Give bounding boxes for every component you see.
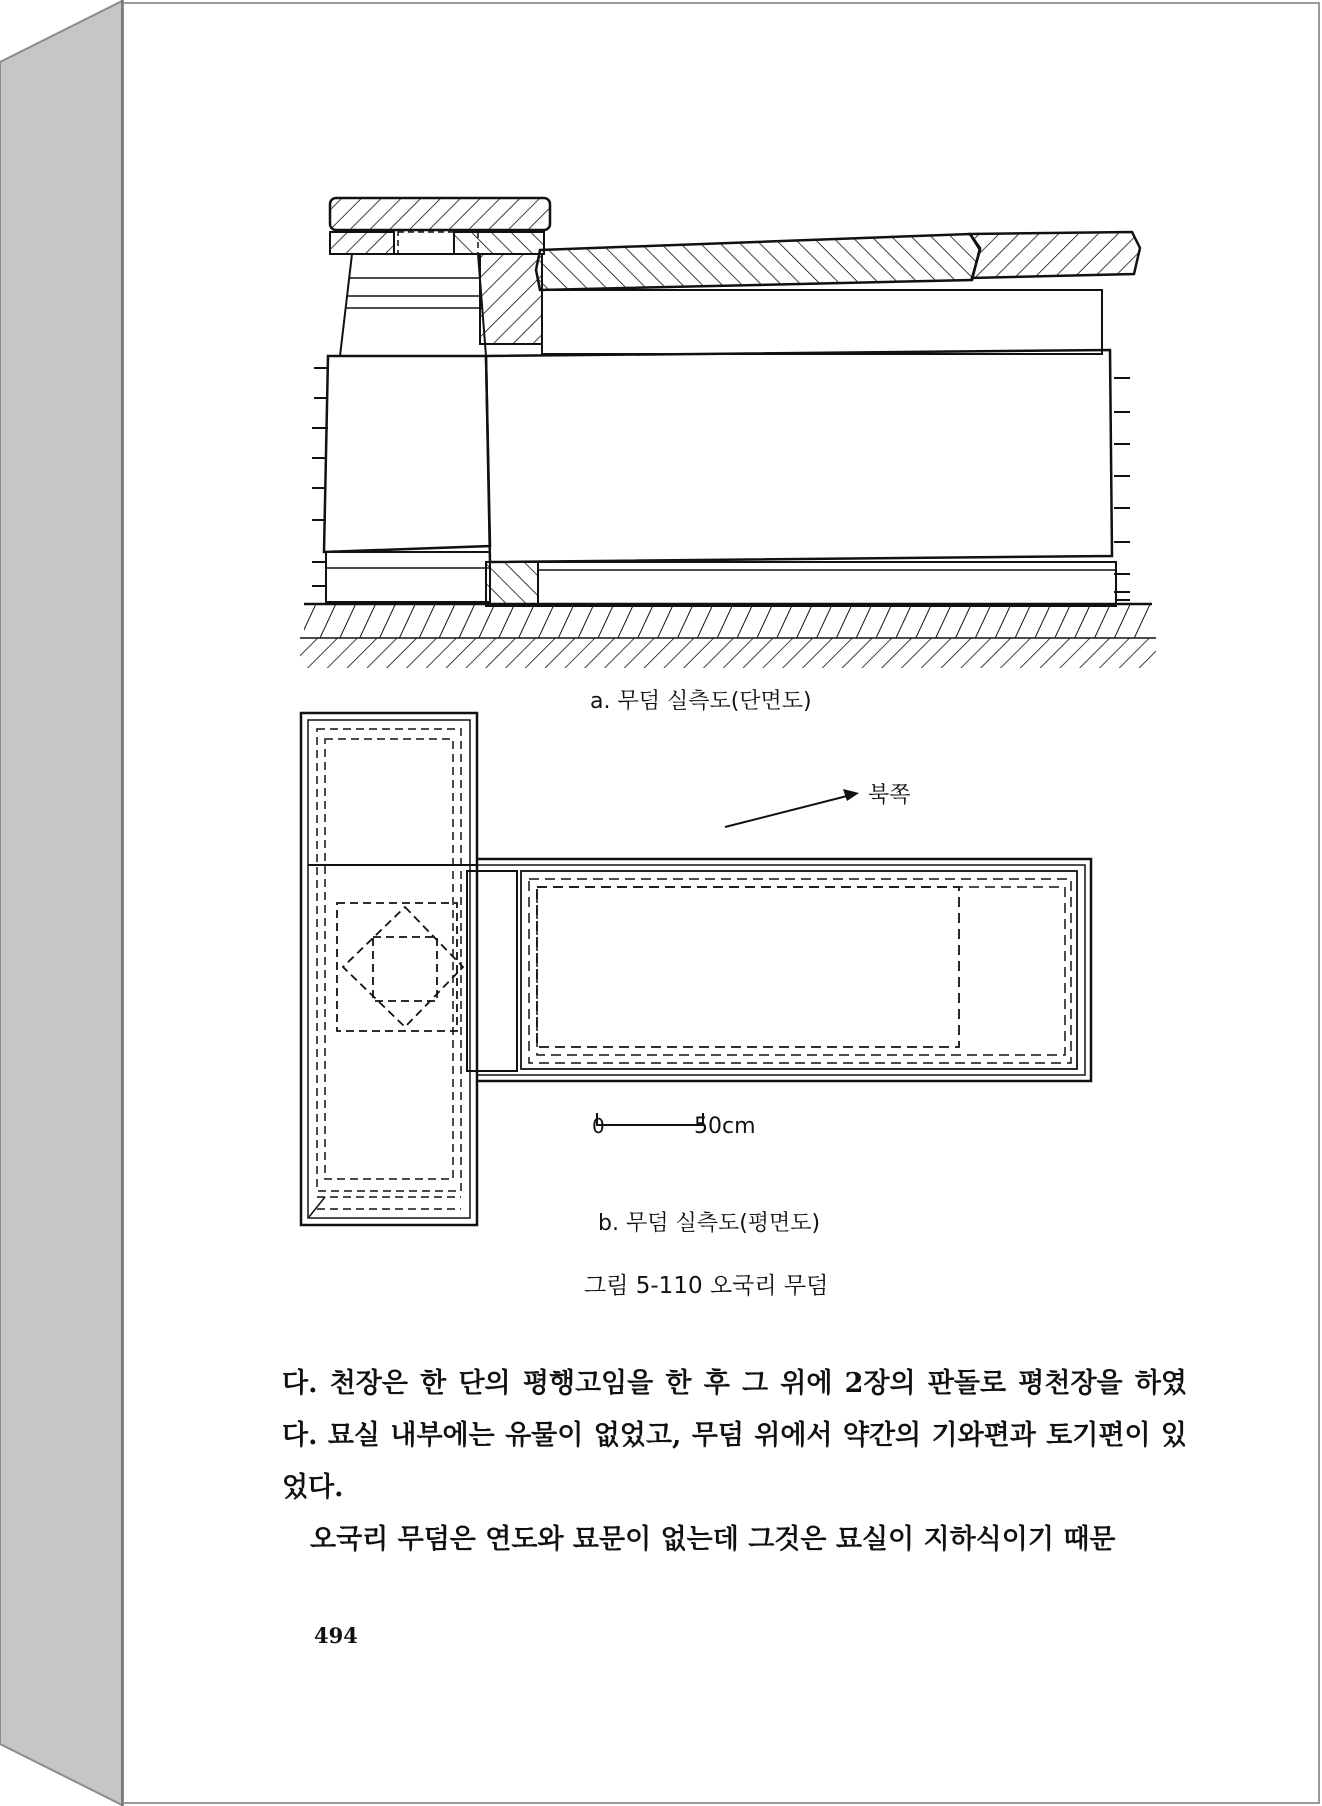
north-label: 북쪽 bbox=[868, 783, 911, 808]
paragraph-2: 오국리 무덤은 연도와 묘문이 없는데 그것은 묘실이 지하식이기 때문 bbox=[310, 1524, 1116, 1555]
page-number: 494 bbox=[314, 1623, 358, 1648]
scale-zero-label: 0 bbox=[592, 1114, 605, 1138]
plan-drawing bbox=[295, 705, 1105, 1235]
body-text bbox=[282, 1358, 1187, 1566]
paragraph-1: 다. 천장은 한 단의 평행고임을 한 후 그 위에 2장의 판돌로 평천장을 하였다. 묘실 내부에는 유물이 없었고, 무덤 위에서 약간의 기와편과 토기편이 있었다. bbox=[282, 1368, 1187, 1503]
caption-plan: b. 무덤 실측도(평면도) bbox=[598, 1211, 821, 1236]
scale-max-label: 50cm bbox=[694, 1114, 756, 1139]
figure-title: 그림 5-110 오국리 무덤 bbox=[584, 1273, 829, 1299]
book-spine bbox=[0, 0, 124, 1806]
caption-section: a. 무덤 실측도(단면도) bbox=[590, 689, 812, 714]
section-drawing bbox=[290, 190, 1170, 680]
